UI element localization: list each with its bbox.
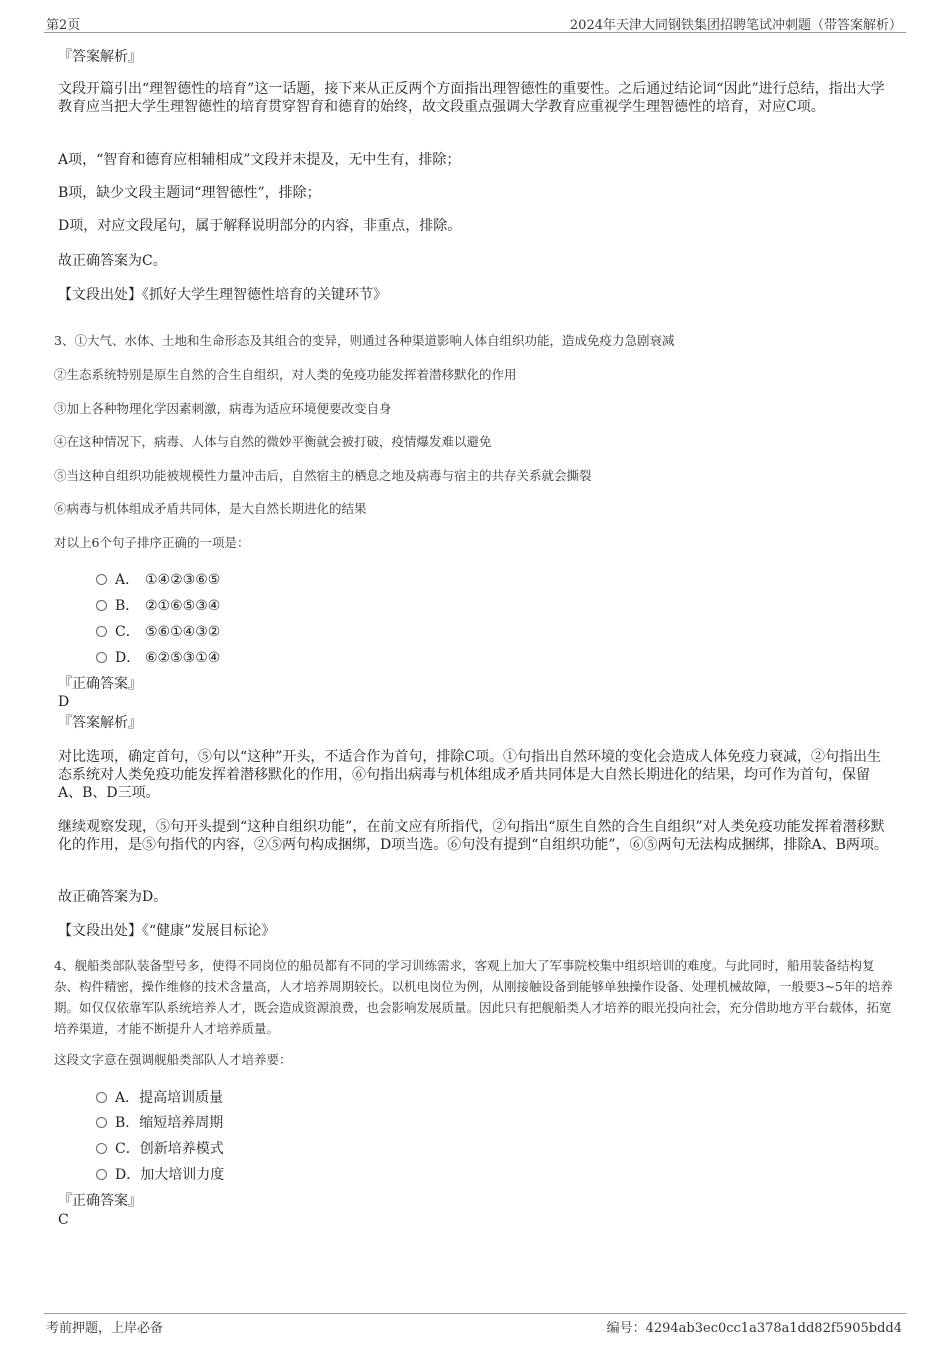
analysis-paragraph: D项，对应文段尾句，属于解释说明部分的内容，非重点，排除。	[58, 218, 462, 234]
conclusion: 故正确答案为C。	[58, 253, 167, 269]
correct-answer-label: 『正确答案』	[58, 1193, 142, 1209]
source: 【文段出处】《“健康”发展目标论》	[58, 923, 276, 939]
conclusion: 故正确答案为D。	[58, 889, 168, 905]
radio-icon[interactable]	[96, 1169, 107, 1180]
question-stem: 4、舰船类部队装备型号多，使得不同岗位的船员都有不同的学习训练需求，客观上加大了军事院校集中组织培训的难度。与此同时，船用装备结构复杂、构件精密，操作维修的技术含量高，人才培养周期较长。以机电岗位为例，从刚接触设备到能够单独操作设备、处理机械故障，一般要3~5年的培养期。如仅仅依靠军队系统培养人才，既会造成资源浪费，也会影响发展质量。因此只有把舰船类人才培养的眼光投向社会，充分借助地方平台载体，拓宽培养渠道，才能不断提升人才培养质量。	[54, 958, 893, 1036]
document-title: 2024年天津大同钢铁集团招聘笔试冲刺题（带答案解析）	[569, 18, 902, 33]
option-b[interactable]: B．缩短培养周期	[96, 1112, 223, 1132]
correct-answer-label: 『正确答案』	[58, 676, 142, 692]
question-sentence: ②生态系统特别是原生自然的合生自组织，对人类的免疫功能发挥着潜移默化的作用	[54, 367, 517, 382]
analysis-paragraph: A项，“智育和德育应相辅相成”文段并未提及，无中生有，排除；	[58, 152, 461, 168]
option-d[interactable]: D． ⑥②⑤③①④	[96, 647, 220, 667]
radio-icon[interactable]	[96, 626, 107, 637]
radio-icon[interactable]	[96, 1092, 107, 1103]
footer-slogan: 考前押题，上岸必备	[46, 1321, 164, 1336]
option-a[interactable]: A．提高培训质量	[96, 1087, 223, 1107]
page-header	[44, 12, 906, 33]
radio-icon[interactable]	[96, 574, 107, 585]
analysis-label: 『答案解析』	[58, 715, 142, 731]
question-sentence: ③加上各种物理化学因素刺激，病毒为适应环境便要改变自身	[54, 401, 392, 416]
question-prompt: 对以上6个句子排序正确的一项是：	[54, 535, 250, 550]
radio-icon[interactable]	[96, 600, 107, 611]
option-c[interactable]: C．创新培养模式	[96, 1138, 224, 1158]
analysis-label: 『答案解析』	[58, 49, 142, 65]
source: 【文段出处】《抓好大学生理智德性培育的关键环节》	[58, 287, 387, 303]
radio-icon[interactable]	[96, 652, 107, 663]
radio-icon[interactable]	[96, 1143, 107, 1154]
page-number: 第2页	[46, 18, 81, 33]
analysis-paragraph: 文段开篇引出“理智德性的培育”这一话题，接下来从正反两个方面指出理智德性的重要性。之后通过结论词“因此”进行总结，指出大学教育应当把大学生理智德性的培育贯穿智育和德育的始终，故文段重点强调大学教育应重视学生理智德性的培育，对应C项。	[58, 81, 885, 115]
question-prompt: 这段文字意在强调舰船类部队人才培养要：	[54, 1052, 292, 1067]
question-sentence: ⑤当这种自组织功能被规模性力量冲击后，自然宿主的栖息之地及病毒与宿主的共存关系就会撕裂	[54, 468, 592, 483]
question-sentence: ⑥病毒与机体组成矛盾共同体，是大自然长期进化的结果	[54, 501, 367, 516]
radio-icon[interactable]	[96, 1117, 107, 1128]
option-c[interactable]: C． ⑤⑥①④③②	[96, 621, 220, 641]
analysis-paragraph: 对比选项，确定首句，⑤句以“这种”开头，不适合作为首句，排除C项。①句指出自然环境的变化会造成人体免疫力衰减，②句指出生态系统对人类免疫功能发挥着潜移默化的作用，⑥句指出病毒与机体组成矛盾共同体是大自然长期进化的结果，均可作为首句，保留A、B、D三项。	[58, 749, 882, 801]
analysis-paragraph: 继续观察发现，⑤句开头提到“这种自组织功能”，在前文应有所指代，②句指出“原生自然的合生自组织”对人类免疫功能发挥着潜移默化的作用，是⑤句指代的内容，②⑤两句构成捆绑，D项当选。⑥句没有提到“自组织功能”，⑥⑤两句无法构成捆绑，排除A、B两项。	[58, 819, 888, 853]
analysis-paragraph: B项，缺少文段主题词“理智德性”，排除；	[58, 185, 321, 201]
page-footer	[44, 1313, 906, 1336]
correct-answer: D	[58, 694, 70, 710]
option-d[interactable]: D．加大培训力度	[96, 1164, 224, 1184]
document-code: 编号：4294ab3ec0cc1a378a1dd82f5905bdd4	[606, 1321, 902, 1336]
question-sentence: 3、①大气、水体、土地和生命形态及其组合的变异，则通过各种渠道影响人体自组织功能，造成免疫力急剧衰减	[54, 333, 675, 348]
option-b[interactable]: B． ②①⑥⑤③④	[96, 595, 220, 615]
question-sentence: ④在这种情况下，病毒、人体与自然的微妙平衡就会被打破，疫情爆发难以避免	[54, 434, 492, 449]
correct-answer: C	[58, 1212, 69, 1228]
option-a[interactable]: A． ①④②③⑥⑤	[96, 569, 220, 589]
